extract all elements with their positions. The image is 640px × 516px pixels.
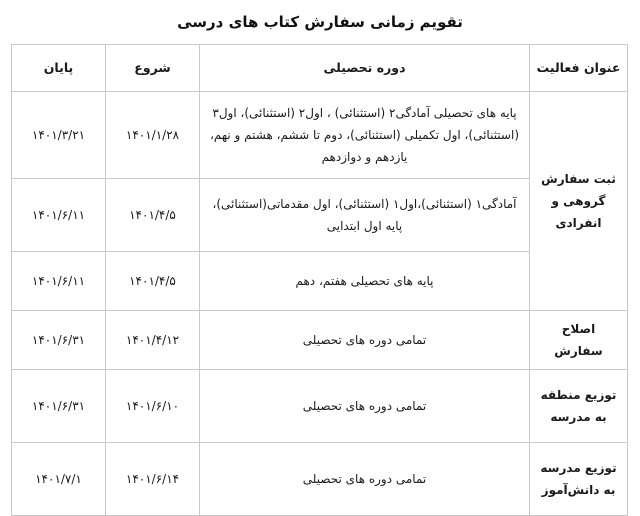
cell-end-date: ۱۴۰۱/۶/۳۱ — [12, 311, 106, 370]
cell-start-date: ۱۴۰۱/۶/۱۰ — [106, 370, 200, 443]
cell-activity: اصلاح سفارش — [530, 311, 628, 370]
table-row — [12, 92, 628, 179]
column-header-activity: عنوان فعالیت — [530, 45, 628, 92]
cell-course: تمامی دوره های تحصیلی — [200, 443, 530, 516]
cell-end-date: ۱۴۰۱/۳/۲۱ — [12, 92, 106, 179]
table-row — [12, 370, 628, 443]
cell-start-date: ۱۴۰۱/۴/۵ — [106, 179, 200, 252]
cell-activity: توزیع منطقه به مدرسه — [530, 370, 628, 443]
table-body — [12, 92, 628, 516]
cell-start-date: ۱۴۰۱/۴/۱۲ — [106, 311, 200, 370]
page-title-text: تقویم زمانی سفارش کتاب های درسی — [177, 13, 463, 31]
cell-course: پایه های تحصیلی هفتم، دهم — [200, 252, 530, 311]
textbook-order-schedule-table — [11, 44, 628, 516]
cell-start-date: ۱۴۰۱/۱/۲۸ — [106, 92, 200, 179]
cell-end-date: ۱۴۰۱/۷/۱ — [12, 443, 106, 516]
table-header — [12, 45, 628, 92]
cell-end-date: ۱۴۰۱/۶/۱۱ — [12, 179, 106, 252]
column-header-start: شروع — [106, 45, 200, 92]
table-row — [12, 443, 628, 516]
table-row — [12, 311, 628, 370]
cell-start-date: ۱۴۰۱/۴/۵ — [106, 252, 200, 311]
cell-activity: توزیع مدرسه به دانش‌آموز — [530, 443, 628, 516]
cell-course: تمامی دوره های تحصیلی — [200, 370, 530, 443]
page-title — [0, 0, 640, 44]
cell-end-date: ۱۴۰۱/۶/۳۱ — [12, 370, 106, 443]
column-header-course: دوره تحصیلی — [200, 45, 530, 92]
table-header-row — [12, 45, 628, 92]
cell-course: پایه های تحصیلی آمادگی۲ (استثنائی) ، اول۲ (استثنائی)، اول۳ (استثنائی)، اول تکمیلی (استثنائی)، دوم تا ششم، هشتم و نهم، یازدهم و دوازدهم — [200, 92, 530, 179]
cell-course: آمادگی۱ (استثنائی)،اول۱ (استثنائی)، اول مقدماتی(استثنائی)، پایه اول ابتدایی — [200, 179, 530, 252]
cell-activity: ثبت سفارش گروهی و انفرادی — [530, 92, 628, 311]
cell-end-date: ۱۴۰۱/۶/۱۱ — [12, 252, 106, 311]
cell-course: تمامی دوره های تحصیلی — [200, 311, 530, 370]
cell-start-date: ۱۴۰۱/۶/۱۴ — [106, 443, 200, 516]
column-header-end: پایان — [12, 45, 106, 92]
